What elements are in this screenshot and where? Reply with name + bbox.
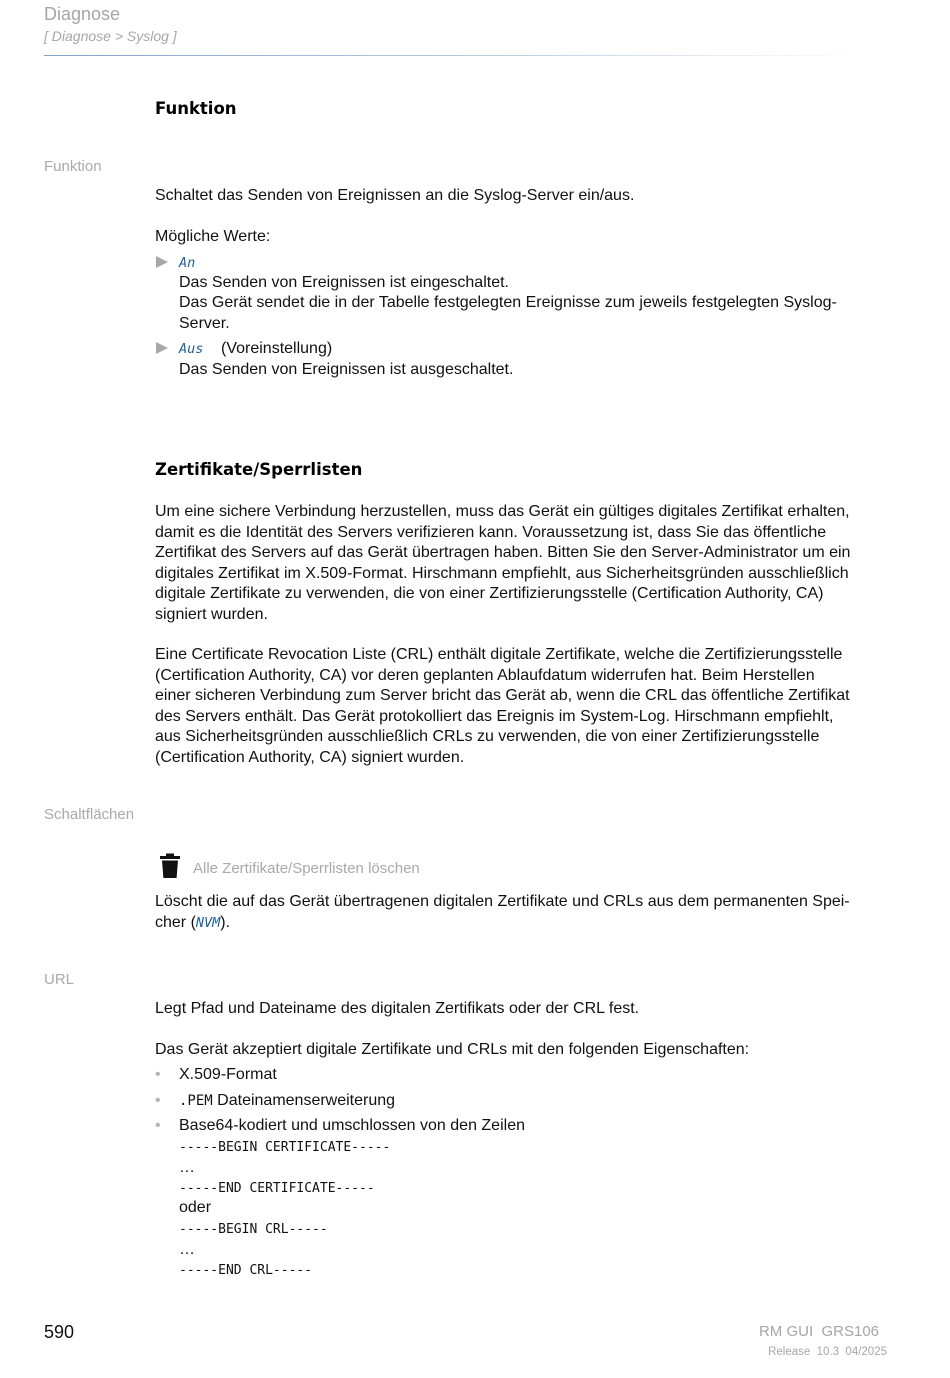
code-end-certificate: -----END CERTIFICATE----- (179, 1181, 375, 1196)
breadcrumb: [ Diagnose > Syslog ] (44, 28, 177, 44)
funktion-description: Schaltet das Senden von Ereignissen an die Syslog-Server ein/aus. (155, 187, 635, 204)
code-ellipsis: … (179, 1159, 195, 1176)
pem-code: .PEM (179, 1093, 213, 1109)
document-id: RM GUI GRS106 (758, 1323, 879, 1340)
text-line: aus Sicherheitsgründen ausschließlich CRLs zu verwenden, die von einer Zertifizierungsstelle (155, 728, 820, 745)
page-number: 590 (44, 1322, 75, 1342)
text-line: signiert wurden. (155, 605, 268, 623)
option-marker-icon (156, 256, 168, 268)
text-fragment: Dateinamenserweiterung (217, 1092, 396, 1109)
text-line: Um eine sichere Verbindung herzustellen, muss das Gerät ein gültiges digitales Zertifikat erhalten, (155, 503, 850, 520)
option-marker-icon (156, 342, 168, 354)
option-an-line: Das Senden von Ereignissen ist eingeschaltet. (179, 274, 509, 291)
bullet-x509: X.509-Format (179, 1066, 277, 1083)
option-value-an: An (179, 255, 196, 271)
code-end-crl: -----END CRL----- (179, 1263, 313, 1278)
text-line: Löscht die auf das Gerät übertragenen digitalen Zertifikate und CRLs aus dem permanenten Spei- (155, 893, 850, 910)
release-info: Release 10.3 04/2025 (768, 1346, 887, 1358)
chapter-title: Diagnose (44, 4, 121, 24)
text-line: Zertifikat des Servers auf das Gerät übertragen haben. Bitten Sie den Server-Administrator um ein (155, 544, 851, 561)
option-aus-line: Das Senden von Ereignissen ist ausgeschaltet. (179, 361, 514, 378)
bullet-icon: • (155, 1117, 161, 1134)
trash-icon (158, 853, 182, 879)
option-value-aus: Aus (179, 341, 204, 357)
nvm-code: NVM (195, 914, 221, 931)
text-line: des Servers enthält. Das Gerät protokolliert das Ereignis im System-Log. Hirschmann empfiehlt, (155, 707, 834, 725)
code-begin-crl: -----BEGIN CRL----- (179, 1222, 328, 1237)
side-label-schaltflaechen: Schaltflächen (44, 806, 135, 823)
delete-all-button[interactable] (158, 853, 182, 886)
zertifikate-paragraph-1 (155, 502, 895, 625)
option-an-line: Das Gerät sendet die in der Tabelle festgelegten Ereignisse zum jeweils festgelegten Syslog- (179, 294, 837, 311)
text-line: Eine Certificate Revocation Liste (CRL) enthält digitale Zertifikate, welche die Zertifizierungsstelle (155, 646, 843, 663)
side-label-url: URL (44, 971, 75, 988)
option-default-note: (Voreinstellung) (221, 340, 333, 357)
url-description: Legt Pfad und Dateiname des digitalen Zertifikats oder der CRL fest. (155, 1000, 640, 1017)
bullet-icon: • (155, 1066, 161, 1083)
text-line: digitale Zertifikate zu verwenden, die von einer Zertifizierungsstelle (Certification Authority, CA) (155, 585, 824, 602)
text-line: damit es die Identität des Servers verifizieren kann. Voraussetzung ist, dass Sie das öffentliche (155, 523, 827, 541)
code-ellipsis: … (179, 1241, 195, 1258)
text-line: (Certification Authority, CA) signiert wurden. (155, 748, 465, 766)
delete-description (155, 892, 895, 933)
section-heading-funktion: Funktion (155, 99, 237, 118)
bullet-base64: Base64-kodiert und umschlossen von den Zeilen (179, 1117, 525, 1134)
text-fragment: cher ( (155, 913, 196, 931)
url-intro: Das Gerät akzeptiert digitale Zertifikate und CRLs mit den folgenden Eigenschaften: (155, 1041, 750, 1058)
or-text: oder (179, 1199, 212, 1216)
bullet-pem (179, 1091, 894, 1112)
values-intro: Mögliche Werte: (155, 228, 271, 245)
option-an-line: Server. (179, 315, 230, 332)
delete-all-button-label[interactable]: Alle Zertifikate/Sperrlisten löschen (193, 860, 420, 877)
text-line: (Certification Authority, CA) vor deren geplanten Ablaufdatum widerrufen hat. Beim Herstellen (155, 666, 815, 684)
text-line: digitales Zertifikat im X.509-Format. Hirschmann empfiehlt, aus Sicherheitsgründen ausschließlich (155, 564, 849, 582)
text-line: einer sicheren Verbindung zum Server bricht das Gerät ab, wenn die CRL das öffentliche Zertifikat (155, 687, 850, 704)
zertifikate-paragraph-2 (155, 645, 895, 768)
bullet-icon: • (155, 1092, 161, 1109)
code-begin-certificate: -----BEGIN CERTIFICATE----- (179, 1140, 391, 1155)
section-heading-zertifikate: Zertifikate/Sperrlisten (155, 460, 363, 479)
text-line (155, 913, 895, 934)
header-rule (44, 55, 862, 56)
side-label-funktion: Funktion (44, 158, 102, 175)
text-fragment: ). (220, 913, 231, 931)
